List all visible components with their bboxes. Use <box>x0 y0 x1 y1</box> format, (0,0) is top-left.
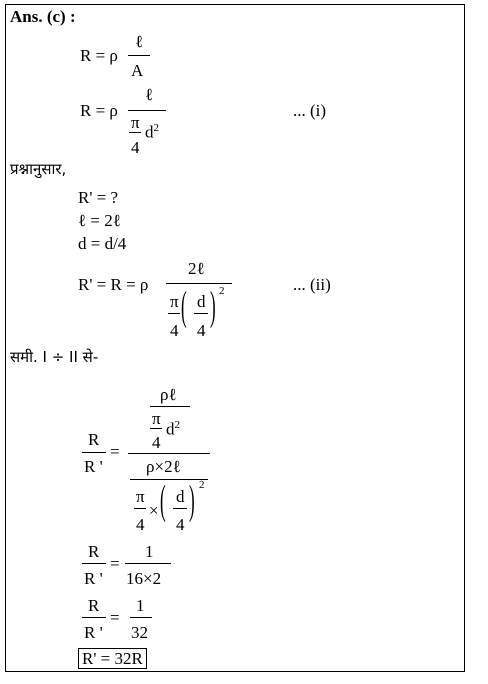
eq6-equals: = <box>110 608 120 627</box>
eq4-top-num: ρℓ <box>160 385 177 404</box>
eq2-tag: ... (i) <box>293 101 327 120</box>
eq6-rhs-bar <box>130 617 152 618</box>
eq1-numerator: ℓ <box>135 32 144 51</box>
divide-label: समी. I ÷ II से- <box>10 348 99 366</box>
eq3-numerator: 2ℓ <box>188 259 205 278</box>
final-answer-box: R' = 32R <box>78 648 147 669</box>
eq5-lhs-den: R ' <box>84 569 103 588</box>
eq2-lhs: R = ρ <box>80 101 118 120</box>
eq4-top-den-pi-bar <box>150 428 162 429</box>
eq2-fraction-bar <box>128 110 166 111</box>
eq6-lhs-num: R <box>88 596 100 615</box>
eq4-bot-den-d: d <box>176 487 185 506</box>
eq2-den-four: 4 <box>131 138 140 157</box>
eq5-lhs-bar <box>82 563 106 564</box>
answer-frame <box>5 4 465 672</box>
eq3-right-paren: ) <box>210 283 216 330</box>
eq5-rhs-bar <box>125 563 171 564</box>
eq4-top-den-four: 4 <box>152 433 161 452</box>
eq1-fraction-bar <box>128 55 150 56</box>
condition-diameter: d = d/4 <box>78 234 127 253</box>
eq4-bot-den-pi-bar <box>134 508 146 509</box>
eq3-den-four: 4 <box>170 321 179 340</box>
eq5-rhs-num: 1 <box>145 542 154 561</box>
eq2-den-pi-bar <box>129 132 141 133</box>
eq3-den-d: d <box>197 292 206 311</box>
condition-length: ℓ = 2ℓ <box>78 211 121 230</box>
eq1-denominator: A <box>131 61 144 80</box>
eq2-den-pi: π <box>131 113 140 132</box>
eq4-bot-num: ρ×2ℓ <box>146 457 181 476</box>
eq4-bot-den-four: 4 <box>136 515 145 534</box>
eq6-rhs-num: 1 <box>136 596 145 615</box>
eq6-lhs-den: R ' <box>84 623 103 642</box>
eq2-den-d: $d^2$ <box>145 122 159 142</box>
eq3-den-pi-bar <box>168 313 180 314</box>
eq4-top-den-d: $d^2$ <box>166 419 180 439</box>
eq5-equals: = <box>110 554 120 573</box>
eq6-lhs-bar <box>82 617 106 618</box>
eq4-bot-times: × <box>149 501 159 520</box>
eq4-left-paren: ( <box>160 477 166 524</box>
eq4-bot-den-pi: π <box>136 487 145 506</box>
eq3-lhs: R' = R = ρ <box>78 275 149 294</box>
eq4-bot-bar <box>130 479 208 480</box>
eq3-den-pi: π <box>170 292 179 311</box>
eq3-den-d-bar <box>194 313 208 314</box>
eq3-den-d-four: 4 <box>197 321 206 340</box>
eq3-fraction-bar <box>166 283 232 284</box>
eq4-top-bar <box>150 406 190 407</box>
eq3-left-paren: ( <box>181 283 187 330</box>
condition-label: प्रश्नानुसार, <box>10 160 67 178</box>
eq4-main-bar <box>128 453 210 454</box>
eq2-numerator: ℓ <box>145 85 154 104</box>
eq4-bot-den-d-four: 4 <box>176 515 185 534</box>
eq4-right-paren: ) <box>189 477 195 524</box>
eq4-lhs-den: R ' <box>84 457 103 476</box>
eq5-lhs-num: R <box>88 542 100 561</box>
eq1-lhs: R = ρ <box>80 46 118 65</box>
answer-label: Ans. (c) : <box>10 7 76 26</box>
eq4-lhs-bar <box>82 452 106 453</box>
eq4-bot-exponent: 2 <box>199 479 205 491</box>
eq6-rhs-den: 32 <box>131 623 148 642</box>
eq5-rhs-den: 16×2 <box>126 569 162 588</box>
eq4-lhs-num: R <box>88 430 100 449</box>
eq4-equals: = <box>110 442 120 461</box>
condition-r-prime: R' = ? <box>78 188 119 207</box>
eq4-bot-den-d-bar <box>173 508 187 509</box>
eq3-den-exponent: 2 <box>219 285 225 297</box>
eq4-top-den-pi: π <box>152 409 161 428</box>
eq3-tag: ... (ii) <box>293 275 331 294</box>
